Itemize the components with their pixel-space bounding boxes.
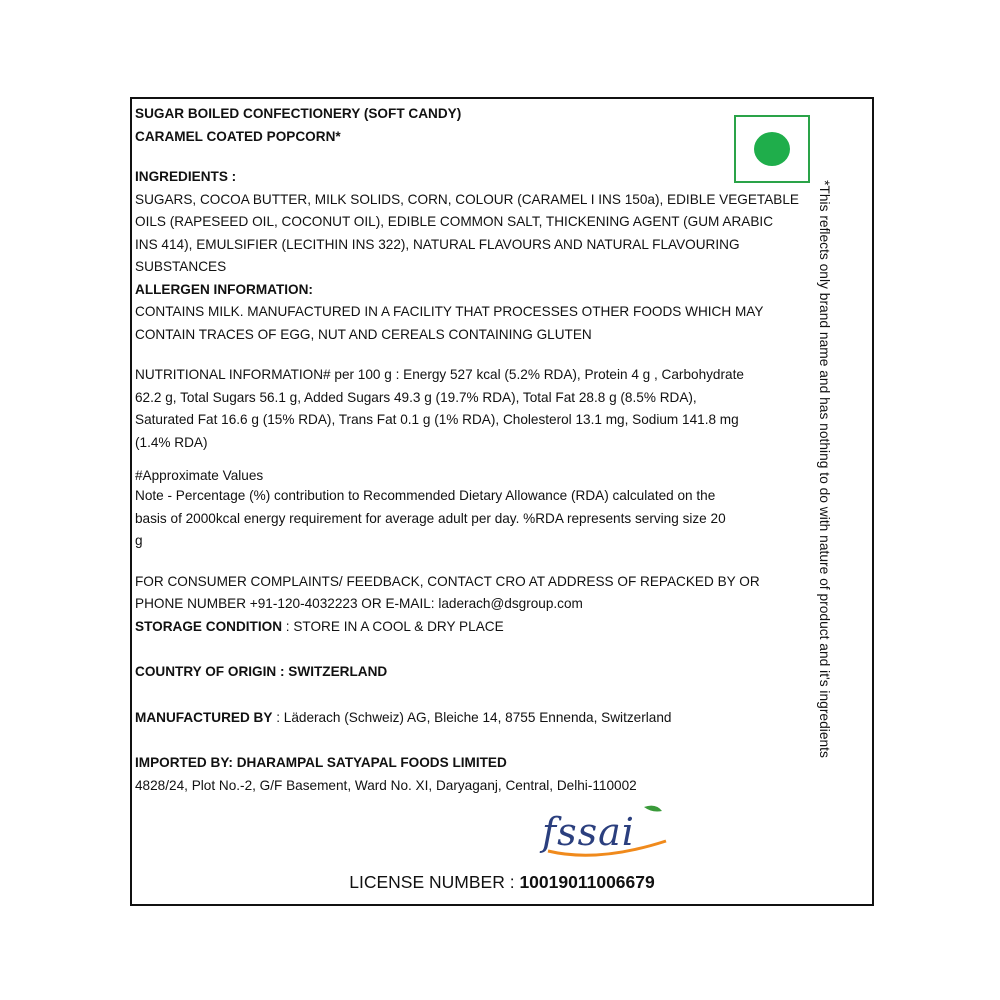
manufacturer-value: : Läderach (Schweiz) AG, Bleiche 14, 8755 Ennenda, Switzerland: [272, 709, 672, 725]
country-of-origin: COUNTRY OF ORIGIN : SWITZERLAND: [135, 664, 388, 679]
importer-address: 4828/24, Plot No.-2, G/F Basement, Ward No. XI, Daryaganj, Central, Delhi-110002: [135, 777, 637, 793]
note-line: Note - Percentage (%) contribution to Recommended Dietary Allowance (RDA) calculated on the: [135, 488, 716, 503]
veg-symbol-icon: [734, 115, 810, 183]
veg-dot-icon: [754, 132, 790, 166]
ingredients-line: SUBSTANCES: [135, 259, 227, 274]
allergen-line: CONTAINS MILK. MANUFACTURED IN A FACILITY THAT PROCESSES OTHER FOODS WHICH MAY: [135, 304, 764, 319]
product-name: CARAMEL COATED POPCORN*: [135, 128, 341, 144]
fssai-leaf: [644, 806, 662, 812]
product-type: SUGAR BOILED CONFECTIONERY (SOFT CANDY): [135, 106, 462, 121]
spacer: [135, 346, 833, 364]
ingredients-line: OILS (RAPESEED OIL, COCONUT OIL), EDIBLE COMMON SALT, THICKENING AGENT (GUM ARABIC: [135, 214, 774, 229]
manufacturer-label: MANUFACTURED BY: [135, 709, 273, 725]
ingredients-line: INS 414), EMULSIFIER (LECITHIN INS 322), NATURAL FLAVOURS AND NATURAL FLAVOURING: [135, 236, 740, 252]
allergen-heading: ALLERGEN INFORMATION:: [135, 281, 313, 297]
food-label: [130, 97, 874, 906]
license-line: [132, 869, 872, 895]
ingredients-line: SUGARS, COCOA BUTTER, MILK SOLIDS, CORN, COLOUR (CARAMEL I INS 150a), EDIBLE VEGETABLE: [135, 191, 799, 207]
consumer-line: PHONE NUMBER +91-120-4032223 OR E-MAIL: laderach@dsgroup.com: [135, 596, 583, 611]
storage-value: : STORE IN A COOL & DRY PLACE: [282, 618, 504, 634]
manufacturer: [135, 707, 833, 730]
spacer: [135, 638, 833, 656]
brand-disclaimer: *This reflects only brand name and has nothing to do with nature of product and it's ingredients: [817, 180, 832, 758]
spacer: [135, 553, 833, 571]
nutrition-line: 62.2 g, Total Sugars 56.1 g, Added Sugars 49.3 g (19.7% RDA), Total Fat 28.8 g (8.5% RDA),: [135, 389, 697, 405]
nutrition-line: NUTRITIONAL INFORMATION# per 100 g : Energy 527 kcal (5.2% RDA), Protein 4 g , Carbohydrate: [135, 367, 744, 382]
fssai-logo-text: fssai: [542, 810, 635, 854]
nutrition-line: Saturated Fat 16.6 g (15% RDA), Trans Fat 0.1 g (1% RDA), Cholesterol 13.1 mg, Sodium 141.8 mg: [135, 412, 739, 427]
spacer: [135, 729, 833, 747]
ingredients-heading: INGREDIENTS :: [135, 169, 237, 184]
fssai-logo: [538, 801, 673, 863]
importer-label: IMPORTED BY: DHARAMPAL SATYAPAL FOODS LIMITED: [135, 755, 507, 770]
spacer: [135, 454, 833, 463]
storage-condition: [135, 616, 833, 639]
license-label: LICENSE NUMBER :: [349, 872, 520, 892]
spacer: [135, 148, 833, 166]
label-content: [135, 103, 833, 797]
consumer-line: FOR CONSUMER COMPLAINTS/ FEEDBACK, CONTACT CRO AT ADDRESS OF REPACKED BY OR: [135, 573, 760, 589]
approx-values: #Approximate Values: [135, 468, 264, 483]
note-line: g: [135, 533, 143, 548]
spacer: [135, 684, 833, 702]
storage-label: STORAGE CONDITION: [135, 618, 283, 634]
license-number: 10019011006679: [519, 872, 655, 892]
note-line: basis of 2000kcal energy requirement for average adult per day. %RDA represents serving size 20: [135, 510, 726, 526]
nutrition-line: (1.4% RDA): [135, 434, 208, 450]
allergen-line: CONTAIN TRACES OF EGG, NUT AND CEREALS CONTAINING GLUTEN: [135, 326, 592, 342]
